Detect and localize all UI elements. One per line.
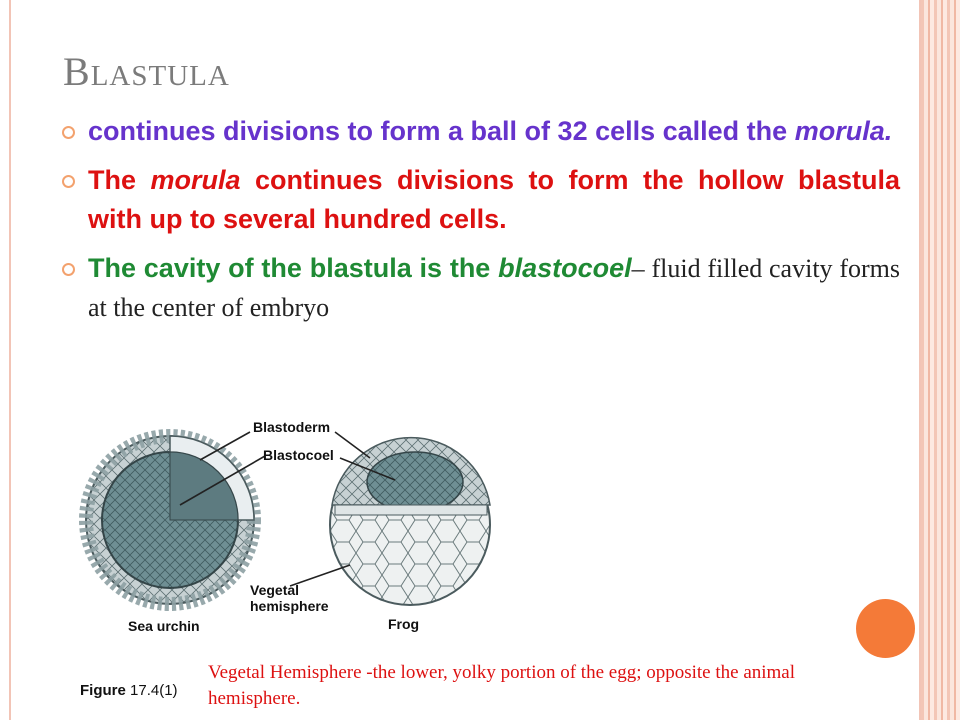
bullet-text [88, 112, 900, 151]
bullet-italic-term: morula [150, 165, 241, 195]
frog-blastula [330, 438, 490, 605]
label-blastocoel: Blastocoel [263, 447, 334, 463]
accent-circle [856, 599, 915, 658]
label-blastoderm: Blastoderm [253, 419, 331, 435]
sea-urchin-blastula [86, 436, 254, 604]
bullet-marker-icon [62, 263, 75, 276]
slide-title [63, 48, 230, 95]
title-rest: LASTULA [90, 60, 230, 92]
bullet-list [62, 112, 900, 337]
bullet-item [62, 161, 900, 239]
figure-caption [80, 682, 178, 699]
bullet-text-part: The cavity of the blastula is the [88, 253, 499, 283]
bullet-marker-icon [62, 175, 75, 188]
label-sea-urchin: Sea urchin [128, 618, 200, 634]
title-first-letter: B [63, 49, 91, 94]
bullet-text-part: continues divisions to form the hollow blastula with up to several hundred cells. [88, 165, 900, 234]
decorative-stripes [921, 0, 960, 720]
label-vegetal: Vegetal [250, 582, 300, 598]
bullet-text-part: The [88, 165, 151, 195]
bullet-italic-term: morula. [794, 116, 893, 146]
figure-caption-prefix: Figure [80, 682, 126, 699]
label-frog: Frog [388, 616, 420, 632]
bullet-marker-icon [62, 126, 75, 139]
label-hemisphere: hemisphere [250, 598, 329, 614]
bullet-plain-text: fluid filled cavity forms at the center of embryo [88, 254, 900, 322]
bullet-item [62, 112, 900, 151]
vegetal-note: Vegetal Hemisphere -the lower, yolky portion of the egg; opposite the animal hemisphere. [208, 662, 796, 709]
bullet-text [88, 249, 900, 327]
bullet-italic-term: blastocoel [498, 253, 632, 283]
bullet-text-part: continues divisions to form a ball of 32 cells called the [88, 116, 795, 146]
bullet-dash: – [631, 254, 652, 283]
bullet-text [88, 161, 900, 239]
figure-caption-number: 17.4(1) [130, 682, 178, 699]
bullet-item [62, 249, 900, 327]
